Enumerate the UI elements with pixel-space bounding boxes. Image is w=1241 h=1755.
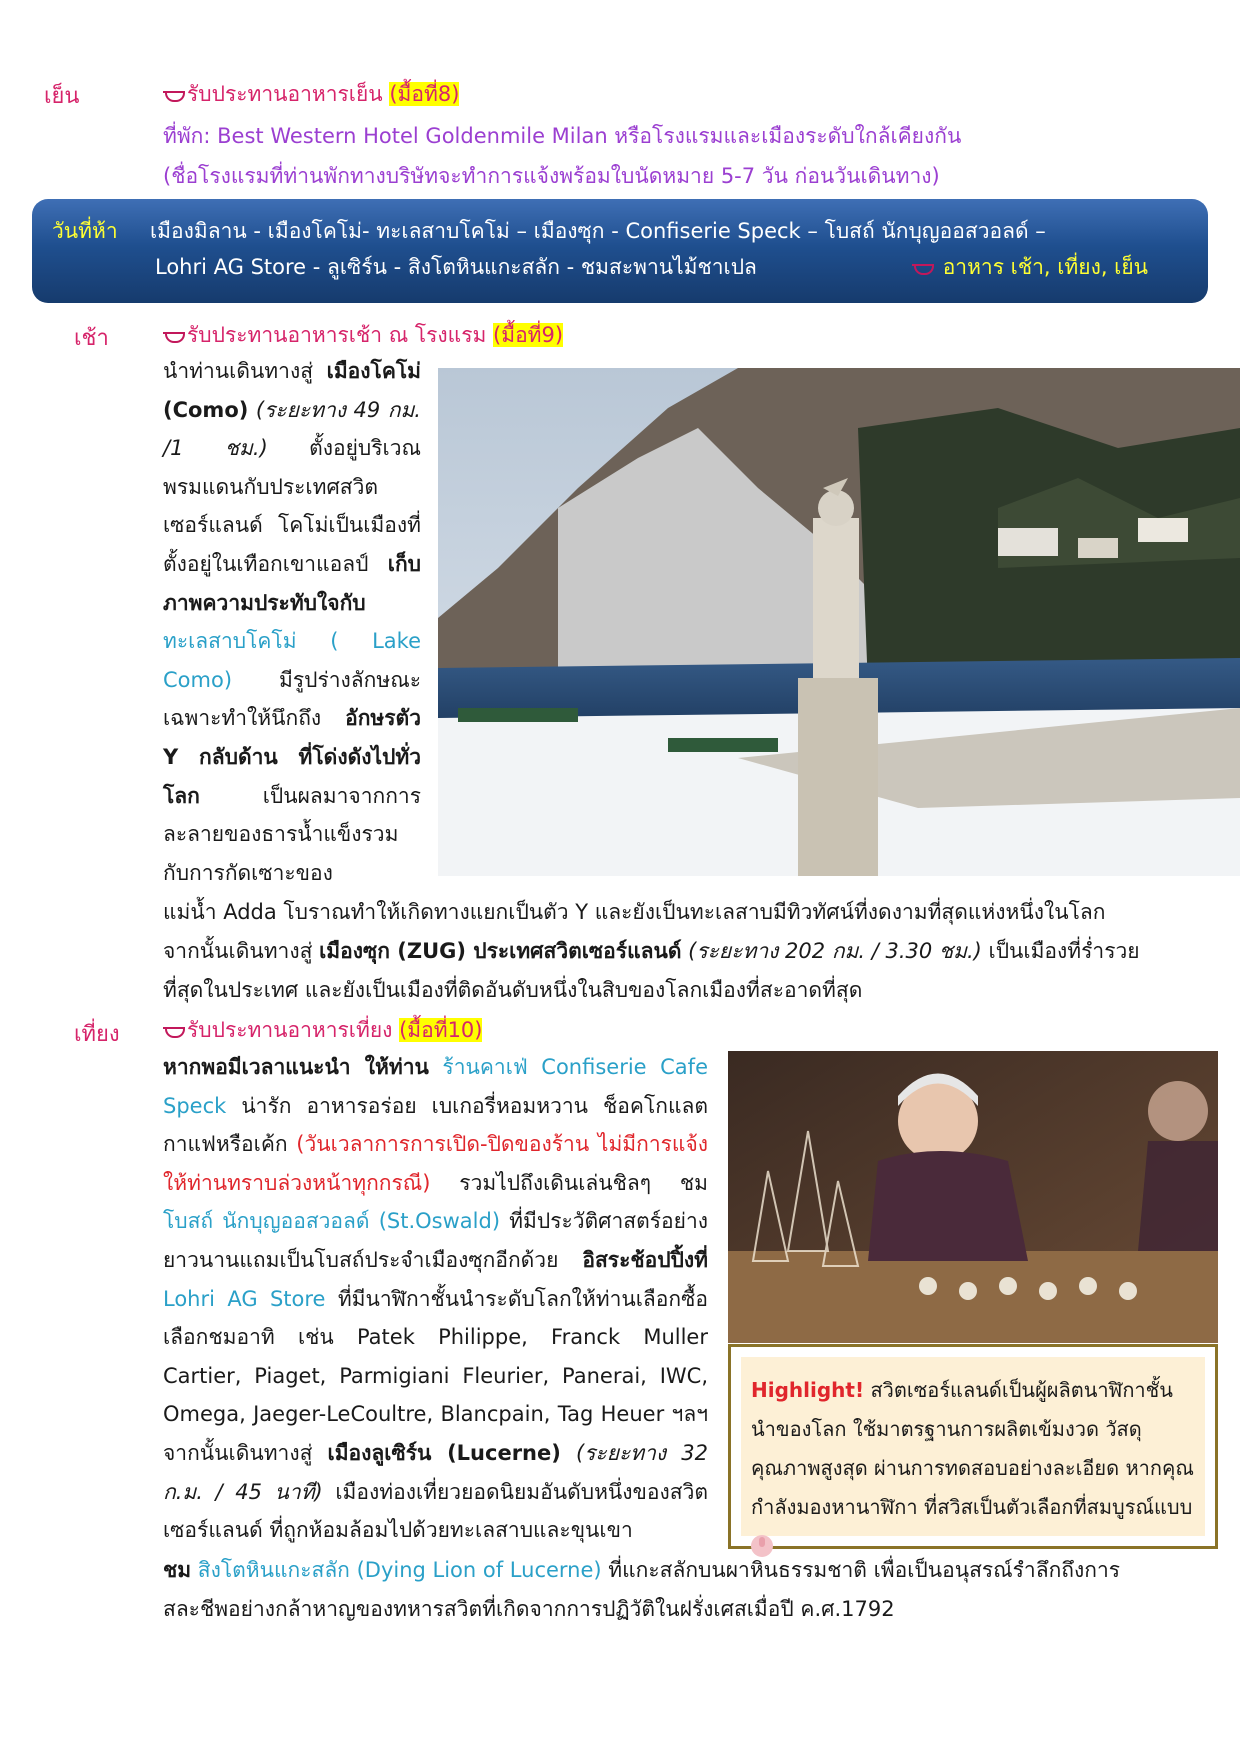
- day-banner: [32, 199, 1208, 303]
- morning-meal-text: รับประทานอาหารเช้า ณ โรงแรม: [187, 323, 487, 347]
- noon-label: เที่ยง: [74, 1022, 120, 1047]
- meal-bowl-icon: [163, 325, 183, 345]
- highlight-box: [728, 1344, 1218, 1549]
- day-label: วันที่ห้า: [52, 219, 118, 243]
- noon-meal-line: [163, 1011, 482, 1049]
- day-meals-text: อาหาร เช้า, เที่ยง, เย็น: [942, 255, 1149, 279]
- evening-meal-line: [163, 75, 459, 113]
- meal-bowl-icon: [912, 257, 932, 277]
- watch-store-photo: [728, 1051, 1218, 1343]
- watch-store-illustration: [728, 1051, 1218, 1343]
- morning-label: เช้า: [74, 326, 109, 351]
- route-line-2: Lohri AG Store - ลูเซิร์น - สิงโตหินแกะสลัก - ชมสะพานไม้ชาเปล: [155, 255, 757, 279]
- lion-line-1: ชม สิงโตหินแกะสลัก (Dying Lion of Lucerne) ที่แกะสลักบนผาหินธรรมชาติ เพื่อเป็นอนุสรณ์รำลึกถึงการ: [163, 1558, 1121, 1582]
- hotel-line: ที่พัก: Best Western Hotel Goldenmile Milan หรือโรงแรมและเมืองระดับใกล้เคียงกัน: [163, 124, 962, 148]
- route-line-1: เมืองมิลาน - เมืองโคโม่- ทะเลสาบโคโม่ – เมืองซุก - Confiserie Speck – โบสถ์ นักบุญออสวอลด์ –: [150, 219, 1046, 243]
- lion-line-2: สละชีพอย่างกล้าหาญของทหารสวิตที่เกิดจากการปฏิวัติในฝรั่งเศสเมื่อปี ค.ศ.1792: [163, 1597, 895, 1621]
- evening-meal-tag: (มื้อที่8): [389, 82, 460, 106]
- como-line-full-3: ที่สุดในประเทศ และยังเป็นเมืองที่ติดอันดับหนึ่งในสิบของโลกเมืองที่สะอาดที่สุด: [163, 978, 863, 1002]
- highlight-label: Highlight!: [751, 1378, 865, 1402]
- como-line-full-2: จากนั้นเดินทางสู่ เมืองซุก (ZUG) ประเทศสวิตเซอร์แลนด์ (ระยะทาง 202 กม. / 3.30 ชม.) เป็นเมืองที่ร่ำรวย: [163, 939, 1140, 963]
- como-line-full-1: แม่น้ำ Adda โบราณทำให้เกิดทางแยกเป็นตัว Y และยังเป็นทะเลสาบมีทิวทัศน์ที่งดงามที่สุดแห่งหนึ่งในโลก: [163, 900, 1106, 924]
- evening-meal-text: รับประทานอาหารเย็น: [187, 82, 383, 106]
- day-meals: [912, 251, 1148, 284]
- highlight-content: [741, 1357, 1205, 1536]
- highlight-text: สวิตเซอร์แลนด์เป็นผู้ผลิตนาฬิกาชั้นนำของโลก ใช้มาตรฐานการผลิตเข้มงวด วัสดุคุณภาพสูงสุด ผ่านการทดสอบอย่างละเอียด หากคุณกำลังมองหานาฬิกา ที่สวิสเป็นตัวเลือกที่สมบูรณ์แบบ: [751, 1378, 1194, 1519]
- meal-bowl-icon: [163, 1020, 183, 1040]
- como-paragraph: นำท่านเดินทางสู่ เมืองโคโม่ (Como) (ระยะทาง 49 กม. /1 ชม.) ตั้งอยู่บริเวณพรมแดนกับประเทศสวิตเซอร์แลนด์ โคโม่เป็นเมืองที่ตั้งอยู่ในเทือกเขาแอลป์ เก็บภาพความประทับใจกับ ทะเลสาบโคโม่ ( Lake Como) มีรูปร่างลักษณะเฉพาะทำให้นึกถึง อักษรตัว Y กลับด้าน ที่โด่งดังไปทั่วโลก เป็นผลมาจากการละลายของธารน้ำแข็งรวมกับการกัดเซาะของ: [163, 359, 421, 885]
- meal-bowl-icon: [163, 84, 183, 104]
- noon-meal-tag: (มื้อที่10): [399, 1018, 483, 1042]
- evening-label: เย็น: [44, 84, 80, 109]
- morning-meal-tag: (มื้อที่9): [493, 323, 564, 347]
- lake-como-photo: [438, 368, 1240, 876]
- lake-como-illustration: [438, 368, 1240, 876]
- zug-paragraph: หากพอมีเวลาแนะนำ ให้ท่าน ร้านคาเฟ่ Confiserie Cafe Speck น่ารัก อาหารอร่อย เบเกอรี่หอมหวาน ช็อคโกแลต กาแฟหรือเค้ก (วันเวลาการการเปิด-ปิดของร้าน ไม่มีการแจ้งให้ท่านทราบล่วงหน้าทุกกรณี) รวมไปถึงเดินเล่นชิลๆ ชม โบสถ์ นักบุญออสวอลด์ (St.Oswald) ที่มีประวัติศาสตร์อย่างยาวนานแถมเป็นโบสถ์ประจำเมืองซุกอีกด้วย อิสระช้อปปิ้งที่ Lohri AG Store ที่มีนาฬิกาชั้นนำระดับโลกให้ท่านเลือกซื้อเลือกชมอาทิ เช่น Patek Philippe, Franck Muller Cartier, Piaget, Parmigiani Fleurier, Panerai, IWC, Omega, Jaeger-LeCoultre, Blancpain, Tag Heuer ฯลฯ จากนั้นเดินทางสู่ เมืองลูเซิร์น (Lucerne) (ระยะทาง 32 ก.ม. / 45 นาที) เมืองท่องเที่ยวยอดนิยมอันดับหนึ่งของสวิตเซอร์แลนด์ ที่ถูกห้อมล้อมไปด้วยทะเลสาบและขุนเขา: [163, 1055, 709, 1543]
- noon-meal-text: รับประทานอาหารเที่ยง: [187, 1018, 393, 1042]
- morning-meal-line: [163, 316, 563, 354]
- hotel-note: (ชื่อโรงแรมที่ท่านพักทางบริษัทจะทำการแจ้งพร้อมใบนัดหมาย 5-7 วัน ก่อนวันเดินทาง): [163, 164, 940, 188]
